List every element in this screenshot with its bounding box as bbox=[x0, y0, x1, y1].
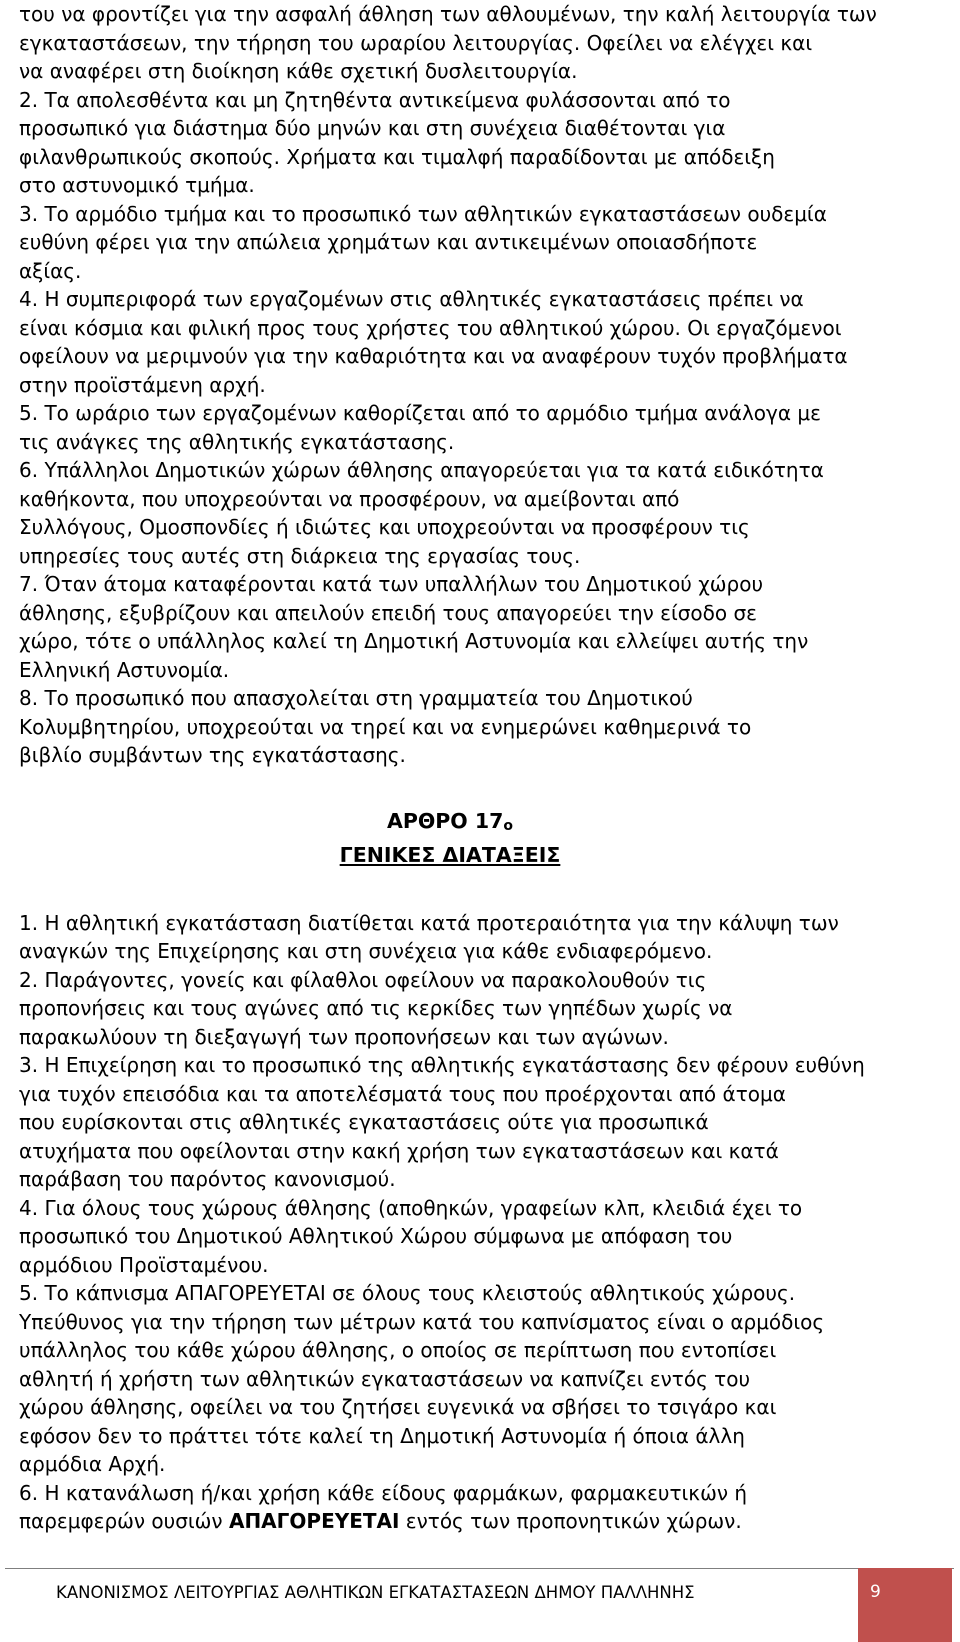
text-line: αξίας. bbox=[19, 258, 82, 283]
text-line: 4. Η συμπεριφορά των εργαζομένων στις αθλητικές εγκαταστάσεις πρέπει να bbox=[19, 287, 804, 311]
spacer bbox=[19, 870, 949, 909]
text-line: εφόσον δεν το πράττει τότε καλεί τη Δημοτική Αστυνομία ή όποια άλλη bbox=[19, 1423, 745, 1448]
text-run: εντός των προπονητικών χώρων. bbox=[399, 1509, 742, 1533]
text-line: 7. Όταν άτομα καταφέρονται κατά των υπαλλήλων του Δημοτικού χώρου bbox=[19, 572, 764, 596]
text-line: αρμόδιου Προϊσταμένου. bbox=[19, 1252, 269, 1277]
article-number: ΑΡΘΡΟ 17 bbox=[386, 808, 504, 833]
spacer bbox=[19, 770, 949, 807]
article-heading bbox=[19, 807, 949, 870]
text-line: ευθύνη φέρει για την απώλεια χρημάτων και αντικειμένων οποιασδήποτε bbox=[19, 230, 758, 254]
text-line: αναγκών της Επιχείρησης και στη συνέχεια για κάθε ενδιαφερόμενο. bbox=[19, 939, 713, 963]
text-line: 8. Το προσωπικό που απασχολείται στη γραμματεία του Δημοτικού bbox=[19, 686, 693, 710]
section-general-provisions bbox=[19, 909, 949, 1536]
page-number-box bbox=[858, 1568, 952, 1642]
text-line: 6. Η κατανάλωση ή/και χρήση κάθε είδους φαρμάκων, φαρμακευτικών ή bbox=[19, 1480, 748, 1505]
text-line: παράβαση του παρόντος κανονισμού. bbox=[19, 1167, 396, 1191]
emphasis-prohibited: ΑΠΑΓΟΡΕΥΕΤΑΙ bbox=[228, 1509, 400, 1533]
text-line: παρακωλύουν τη διεξαγωγή των προπονήσεων και των αγώνων. bbox=[19, 1024, 669, 1049]
text-line: Ελληνική Αστυνομία. bbox=[19, 657, 230, 682]
article-title bbox=[19, 807, 881, 841]
text-line: 3. Η Επιχείρηση και το προσωπικό της αθλητικής εγκατάστασης δεν φέρουν ευθύνη bbox=[19, 1053, 865, 1077]
page-number: 9 bbox=[870, 1582, 881, 1602]
text-line: 3. Το αρμόδιο τμήμα και το προσωπικό των αθλητικών εγκαταστάσεων ουδεμία bbox=[19, 201, 827, 226]
text-line: οφείλουν να μεριμνούν για την καθαριότητα και να αναφέρουν τυχόν προβλήματα bbox=[19, 344, 848, 368]
text-line: υπάλληλος του κάθε χώρου άθλησης, ο οποίος σε περίπτωση που εντοπίσει bbox=[19, 1338, 777, 1362]
text-line: καθήκοντα, που υποχρεούνται να προσφέρουν, να αμείβονται από bbox=[19, 486, 680, 511]
article-subtitle: ΓΕΝΙΚΕΣ ΔΙΑΤΑΞΕΙΣ bbox=[339, 842, 561, 867]
text-line: χώρου άθλησης, οφείλει να του ζητήσει ευγενικά να σβήσει το τσιγάρο και bbox=[19, 1395, 777, 1419]
text-line: άθλησης, εξυβρίζουν και απειλούν επειδή τους απαγορεύει την είσοδο σε bbox=[19, 600, 757, 625]
article-ordinal: ο bbox=[503, 817, 514, 834]
text-line: αθλητή ή χρήστη των αθλητικών εγκαταστάσεων να καπνίζει εντός του bbox=[19, 1366, 751, 1391]
text-line: για τυχόν επεισόδια και τα αποτελέσματά τους που προέρχονται από άτομα bbox=[19, 1081, 786, 1106]
text-line: αρμόδια Αρχή. bbox=[19, 1452, 166, 1476]
text-run: παρεμφερών ουσιών bbox=[19, 1509, 229, 1533]
text-line: 4. Για όλους τους χώρους άθλησης (αποθηκών, γραφείων κλπ, κλειδιά έχει το bbox=[19, 1195, 803, 1220]
text-line: βιβλίο συμβάντων της εγκατάστασης. bbox=[19, 743, 406, 767]
text-line: εγκαταστάσεων, την τήρηση του ωραρίου λειτουργίας. Οφείλει να ελέγχει και bbox=[19, 30, 813, 55]
text-line bbox=[19, 1507, 949, 1536]
section-continuation bbox=[19, 0, 949, 770]
footer-divider bbox=[5, 1568, 954, 1569]
text-line: προσωπικό για διάστημα δύο μηνών και στη συνέχεια διαθέτονται για bbox=[19, 116, 726, 140]
text-line: 1. Η αθλητική εγκατάσταση διατίθεται κατά προτεραιότητα για την κάλυψη των bbox=[19, 910, 839, 935]
text-line: προπονήσεις και τους αγώνες από τις κερκίδες των γηπέδων χωρίς να bbox=[19, 996, 733, 1020]
text-line: χώρο, τότε ο υπάλληλος καλεί τη Δημοτική Αστυνομία και ελλείψει αυτής την bbox=[19, 629, 809, 653]
text-line: ατυχήματα που οφείλονται στην κακή χρήση των εγκαταστάσεων και κατά bbox=[19, 1138, 779, 1163]
text-line: 2. Τα απολεσθέντα και μη ζητηθέντα αντικείμενα φυλάσσονται από το bbox=[19, 87, 731, 112]
text-line: 2. Παράγοντες, γονείς και φίλαθλοι οφείλουν να παρακολουθούν τις bbox=[19, 967, 707, 992]
text-line: 5. Το κάπνισμα ΑΠΑΓΟΡΕΥΕΤΑΙ σε όλους τους κλειστούς αθλητικούς χώρους. bbox=[19, 1281, 796, 1305]
text-line: 5. Το ωράριο των εργαζομένων καθορίζεται από το αρμόδιο τμήμα ανάλογα με bbox=[19, 401, 821, 425]
text-line: τις ανάγκες της αθλητικής εγκατάστασης. bbox=[19, 429, 455, 454]
document-body bbox=[19, 0, 949, 1536]
text-line: 6. Υπάλληλοι Δημοτικών χώρων άθλησης απαγορεύεται για τα κατά ειδικότητα bbox=[19, 458, 824, 482]
footer-title: ΚΑΝΟΝΙΣΜΟΣ ΛΕΙΤΟΥΡΓΙΑΣ ΑΘΛΗΤΙΚΩΝ ΕΓΚΑΤΑΣΤΑΣΕΩΝ ΔΗΜΟΥ ΠΑΛΛΗΝΗΣ bbox=[56, 1583, 695, 1602]
text-line: του να φροντίζει για την ασφαλή άθληση των αθλουμένων, την καλή λειτουργία των bbox=[19, 2, 877, 26]
text-line: Κολυμβητηρίου, υποχρεούται να τηρεί και να ενημερώνει καθημερινά το bbox=[19, 714, 752, 739]
text-line: προσωπικό του Δημοτικού Αθλητικού Χώρου σύμφωνα με απόφαση του bbox=[19, 1224, 733, 1248]
text-line: που ευρίσκονται στις αθλητικές εγκαταστάσεις ούτε για προσωπικά bbox=[19, 1110, 709, 1134]
text-line: Συλλόγους, Ομοσπονδίες ή ιδιώτες και υποχρεούνται να προσφέρουν τις bbox=[19, 515, 750, 539]
text-line: είναι κόσμια και φιλική προς τους χρήστες του αθλητικού χώρου. Οι εργαζόμενοι bbox=[19, 315, 842, 340]
text-line: στο αστυνομικό τμήμα. bbox=[19, 173, 255, 197]
text-line: φιλανθρωπικούς σκοπούς. Χρήματα και τιμαλφή παραδίδονται με απόδειξη bbox=[19, 144, 775, 169]
text-line: υπηρεσίες τους αυτές στη διάρκεια της εργασίας τους. bbox=[19, 543, 581, 568]
text-line: Υπεύθυνος για την τήρηση των μέτρων κατά του καπνίσματος είναι ο αρμόδιος bbox=[19, 1309, 825, 1334]
text-line: να αναφέρει στη διοίκηση κάθε σχετική δυσλειτουργία. bbox=[19, 59, 578, 83]
text-line: στην προϊστάμενη αρχή. bbox=[19, 372, 266, 397]
